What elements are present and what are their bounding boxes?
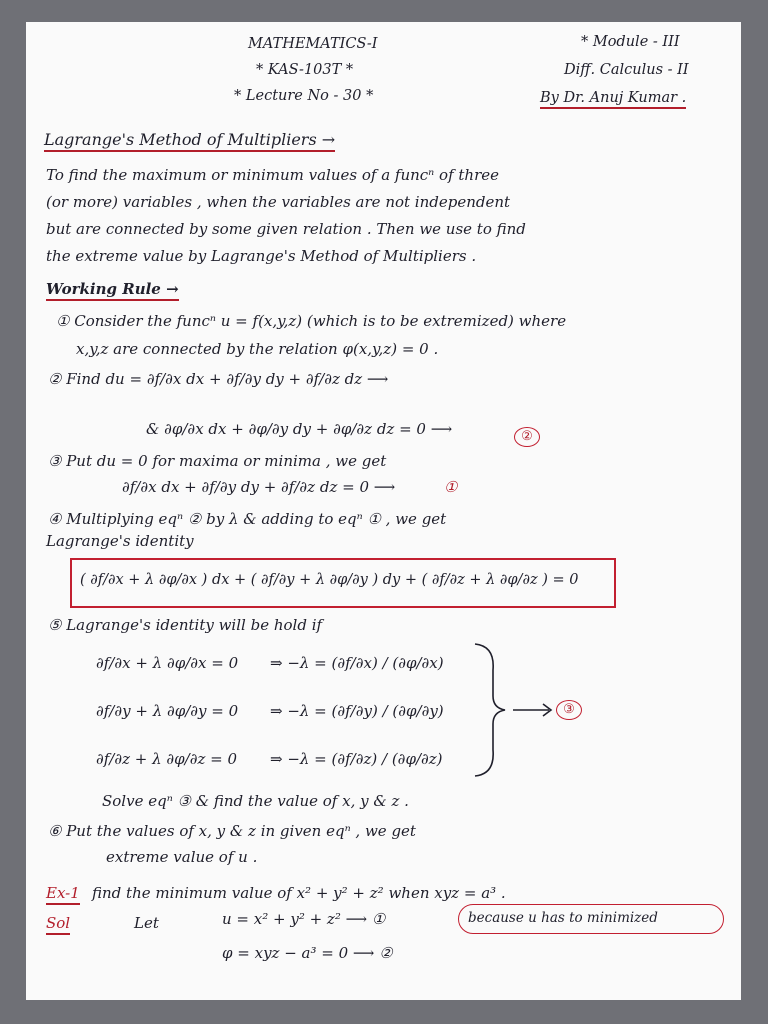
equation-label-2: ② (514, 427, 540, 447)
step-5-line: ⑤ Lagrange's identity will be hold if (48, 616, 323, 634)
example-statement: find the minimum value of x² + y² + z² when xyz = a³ . (92, 884, 506, 902)
solve-line: Solve eqⁿ ③ & find the value of x, y & z . (102, 792, 409, 810)
step-2-phi-line: & ∂φ/∂x dx + ∂φ/∂y dy + ∂φ/∂z dz = 0 ⟶ (146, 420, 453, 438)
step-6-line-2: extreme value of u . (106, 848, 258, 866)
equation-label-1: ① (444, 478, 458, 496)
module-label: * Module - III (581, 34, 680, 50)
step-1-line-1: ① Consider the funcⁿ u = f(x,y,z) (which is to be extremized) where (56, 312, 567, 330)
solution-line-2: φ = xyz − a³ = 0 ⟶ ② (222, 944, 393, 962)
condition-x: ∂f/∂x + λ ∂φ/∂x = 0 (96, 654, 239, 672)
example-label: Ex-1 (46, 884, 80, 905)
intro-line-2: (or more) variables , when the variables are not independent (46, 193, 511, 211)
course-title: MATHEMATICS-I (248, 36, 378, 52)
lagrange-identity-label: Lagrange's identity (46, 532, 194, 550)
step-2-line: ② Find du = ∂f/∂x dx + ∂f/∂y dy + ∂f/∂z dz ⟶ (48, 370, 389, 388)
step-3-equation: ∂f/∂x dx + ∂f/∂y dy + ∂f/∂z dz = 0 ⟶ (122, 478, 396, 496)
topic-label: Diff. Calculus - II (564, 62, 689, 78)
working-rule-heading: Working Rule → (46, 280, 179, 301)
condition-y: ∂f/∂y + λ ∂φ/∂y = 0 (96, 702, 239, 720)
step-4-line: ④ Multiplying eqⁿ ② by λ & adding to eqⁿ ① , we get (48, 510, 447, 528)
step-1-line-2: x,y,z are connected by the relation φ(x,y,z) = 0 . (76, 340, 439, 358)
lecture-number: * Lecture No - 30 * (234, 88, 374, 104)
intro-line-1: To find the maximum or minimum values of a funcⁿ of three (46, 166, 499, 184)
condition-z: ∂f/∂z + λ ∂φ/∂z = 0 (96, 750, 238, 768)
condition-y-result: ⇒ −λ = (∂f/∂y) / (∂φ/∂y) (270, 702, 444, 720)
intro-line-3: but are connected by some given relation . Then we use to find (46, 220, 526, 238)
solution-line-1: u = x² + y² + z² ⟶ ① (222, 910, 386, 928)
section-heading: Lagrange's Method of Multipliers → (44, 130, 335, 152)
step-3-line: ③ Put du = 0 for maxima or minima , we get (48, 452, 387, 470)
notes-page (26, 22, 741, 1000)
author-label: By Dr. Anuj Kumar . (540, 90, 686, 109)
condition-z-result: ⇒ −λ = (∂f/∂z) / (∂φ/∂z) (270, 750, 443, 768)
equation-label-3: ③ (556, 700, 582, 720)
lagrange-identity: ( ∂f/∂x + λ ∂φ/∂x ) dx + ( ∂f/∂y + λ ∂φ/∂y ) dy + ( ∂f/∂z + λ ∂φ/∂z ) = 0 (80, 572, 579, 588)
let-label: Let (134, 914, 159, 932)
solution-label: Sol (46, 914, 70, 935)
step-6-line-1: ⑥ Put the values of x, y & z in given eqⁿ , we get (48, 822, 416, 840)
solution-note: because u has to minimized (468, 910, 658, 926)
intro-line-4: the extreme value by Lagrange's Method of Multipliers . (46, 247, 477, 265)
condition-x-result: ⇒ −λ = (∂f/∂x) / (∂φ/∂x) (270, 654, 444, 672)
course-code: * KAS-103T * (256, 62, 354, 78)
